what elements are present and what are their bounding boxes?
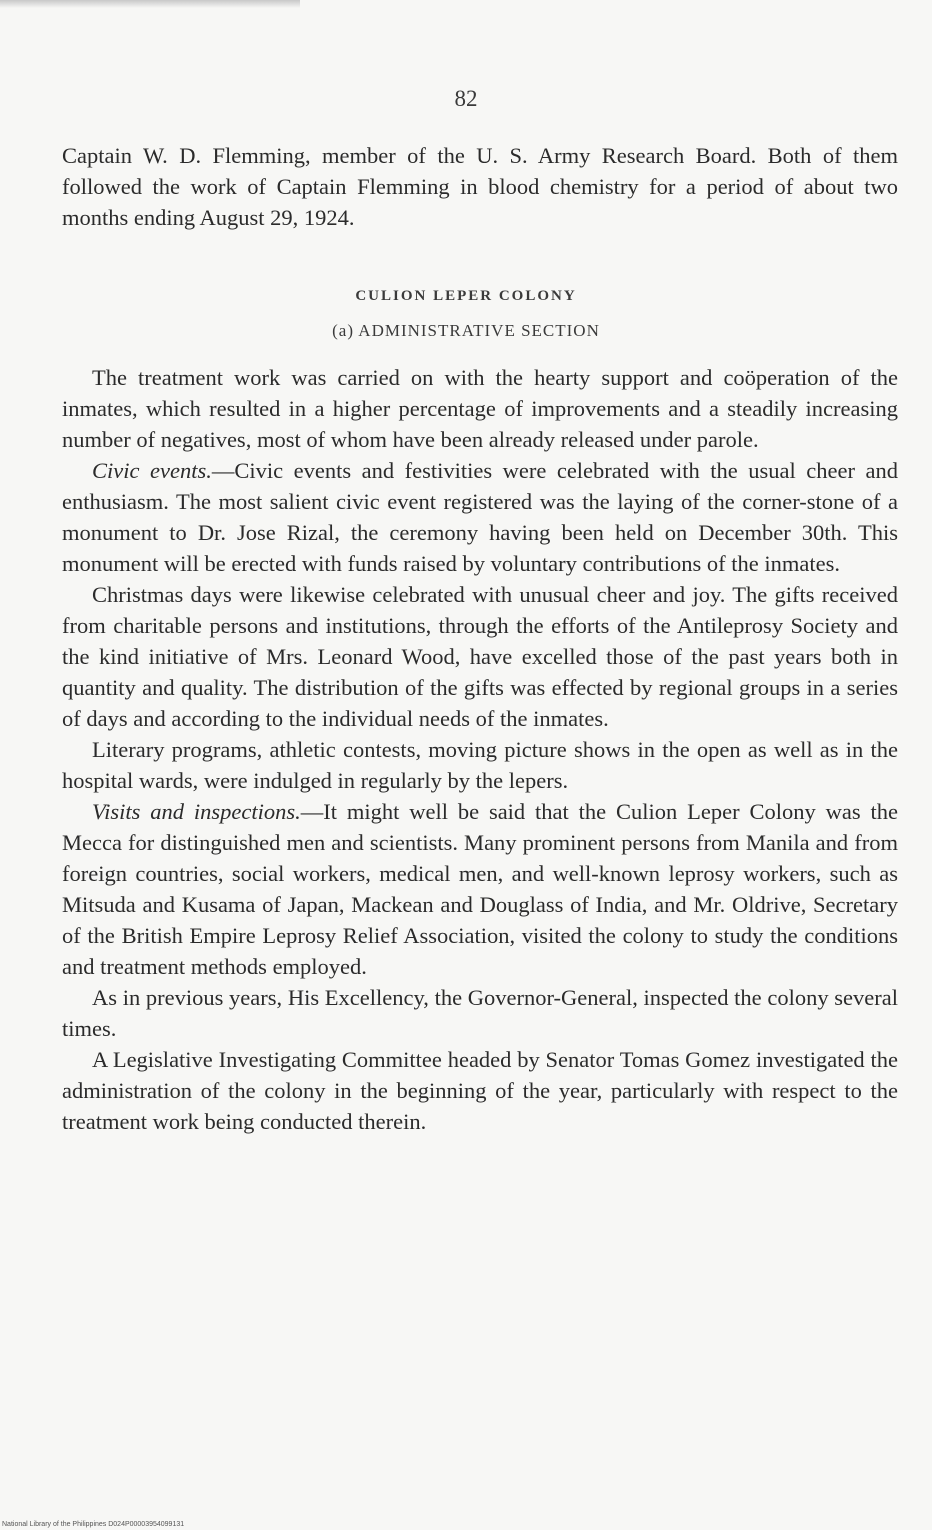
page-number: 82: [454, 86, 478, 111]
paragraph-civic-events: [62, 455, 898, 579]
paragraph-legislative: A Legislative Investigating Committee headed by Senator Tomas Gomez investigated the administration of the colony in the beginning of the year, particularly with respect to the treatment work being conducted therein.: [62, 1047, 898, 1134]
heading-administrative-section: (a) ADMINISTRATIVE SECTION: [332, 321, 600, 340]
body-text: [62, 362, 898, 1137]
paragraph-christmas: Christmas days were likewise celebrated with unusual cheer and joy. The gifts received from charitable persons and institutions, through the efforts of the Antileprosy Society and the kind initiative of Mrs. Leonard Wood, have excelled those of the past years both in quantity and quality. The distribution of the gifts was effected by regional groups in a series of days and according to the individual needs of the inmates.: [62, 582, 898, 731]
opening-paragraph-text: Captain W. D. Flemming, member of the U. S. Army Research Board. Both of them followed the work of Captain Flemming in blood chemistry for a period of about two months ending August 29, 1924.: [62, 143, 898, 230]
visits-body: —It might well be said that the Culion Leper Colony was the Mecca for distinguished men and scientists. Many prominent persons from Manila and from foreign countries, social workers, medical men, and well-known leprosy workers, such as Mitsuda and Kusama of Japan, Mackean and Douglass of India, and Mr. Oldrive, Secretary of the British Empire Leprosy Relief Association, visited the colony to study the conditions and treatment methods employed.: [62, 799, 898, 979]
scan-footer: National Library of the Philippines D024P00003954099131: [2, 1521, 185, 1528]
opening-paragraph: [62, 140, 898, 233]
visits-title: Visits and inspections.: [92, 799, 301, 824]
civic-events-title: Civic events.: [92, 458, 212, 483]
paragraph-visits: [62, 796, 898, 982]
paragraph-treatment: The treatment work was carried on with the hearty support and coöperation of the inmates, which resulted in a higher percentage of improvements and a steadily increasing number of negatives, most of whom have been already released under parole.: [62, 365, 898, 452]
heading-culion-leper-colony: CULION LEPER COLONY: [355, 288, 577, 304]
paragraph-governor: As in previous years, His Excellency, the Governor-General, inspected the colony several times.: [62, 985, 898, 1041]
paragraph-literary: Literary programs, athletic contests, moving picture shows in the open as well as in the hospital wards, were indulged in regularly by the lepers.: [62, 737, 898, 793]
scan-edge: [0, 0, 300, 8]
civic-events-body: —Civic events and festivities were celebrated with the usual cheer and enthusiasm. The most salient civic event registered was the laying of the corner-stone of a monument to Dr. Jose Rizal, the ceremony having been held on December 30th. This monument will be erected with funds raised by voluntary contributions of the inmates.: [62, 458, 898, 576]
